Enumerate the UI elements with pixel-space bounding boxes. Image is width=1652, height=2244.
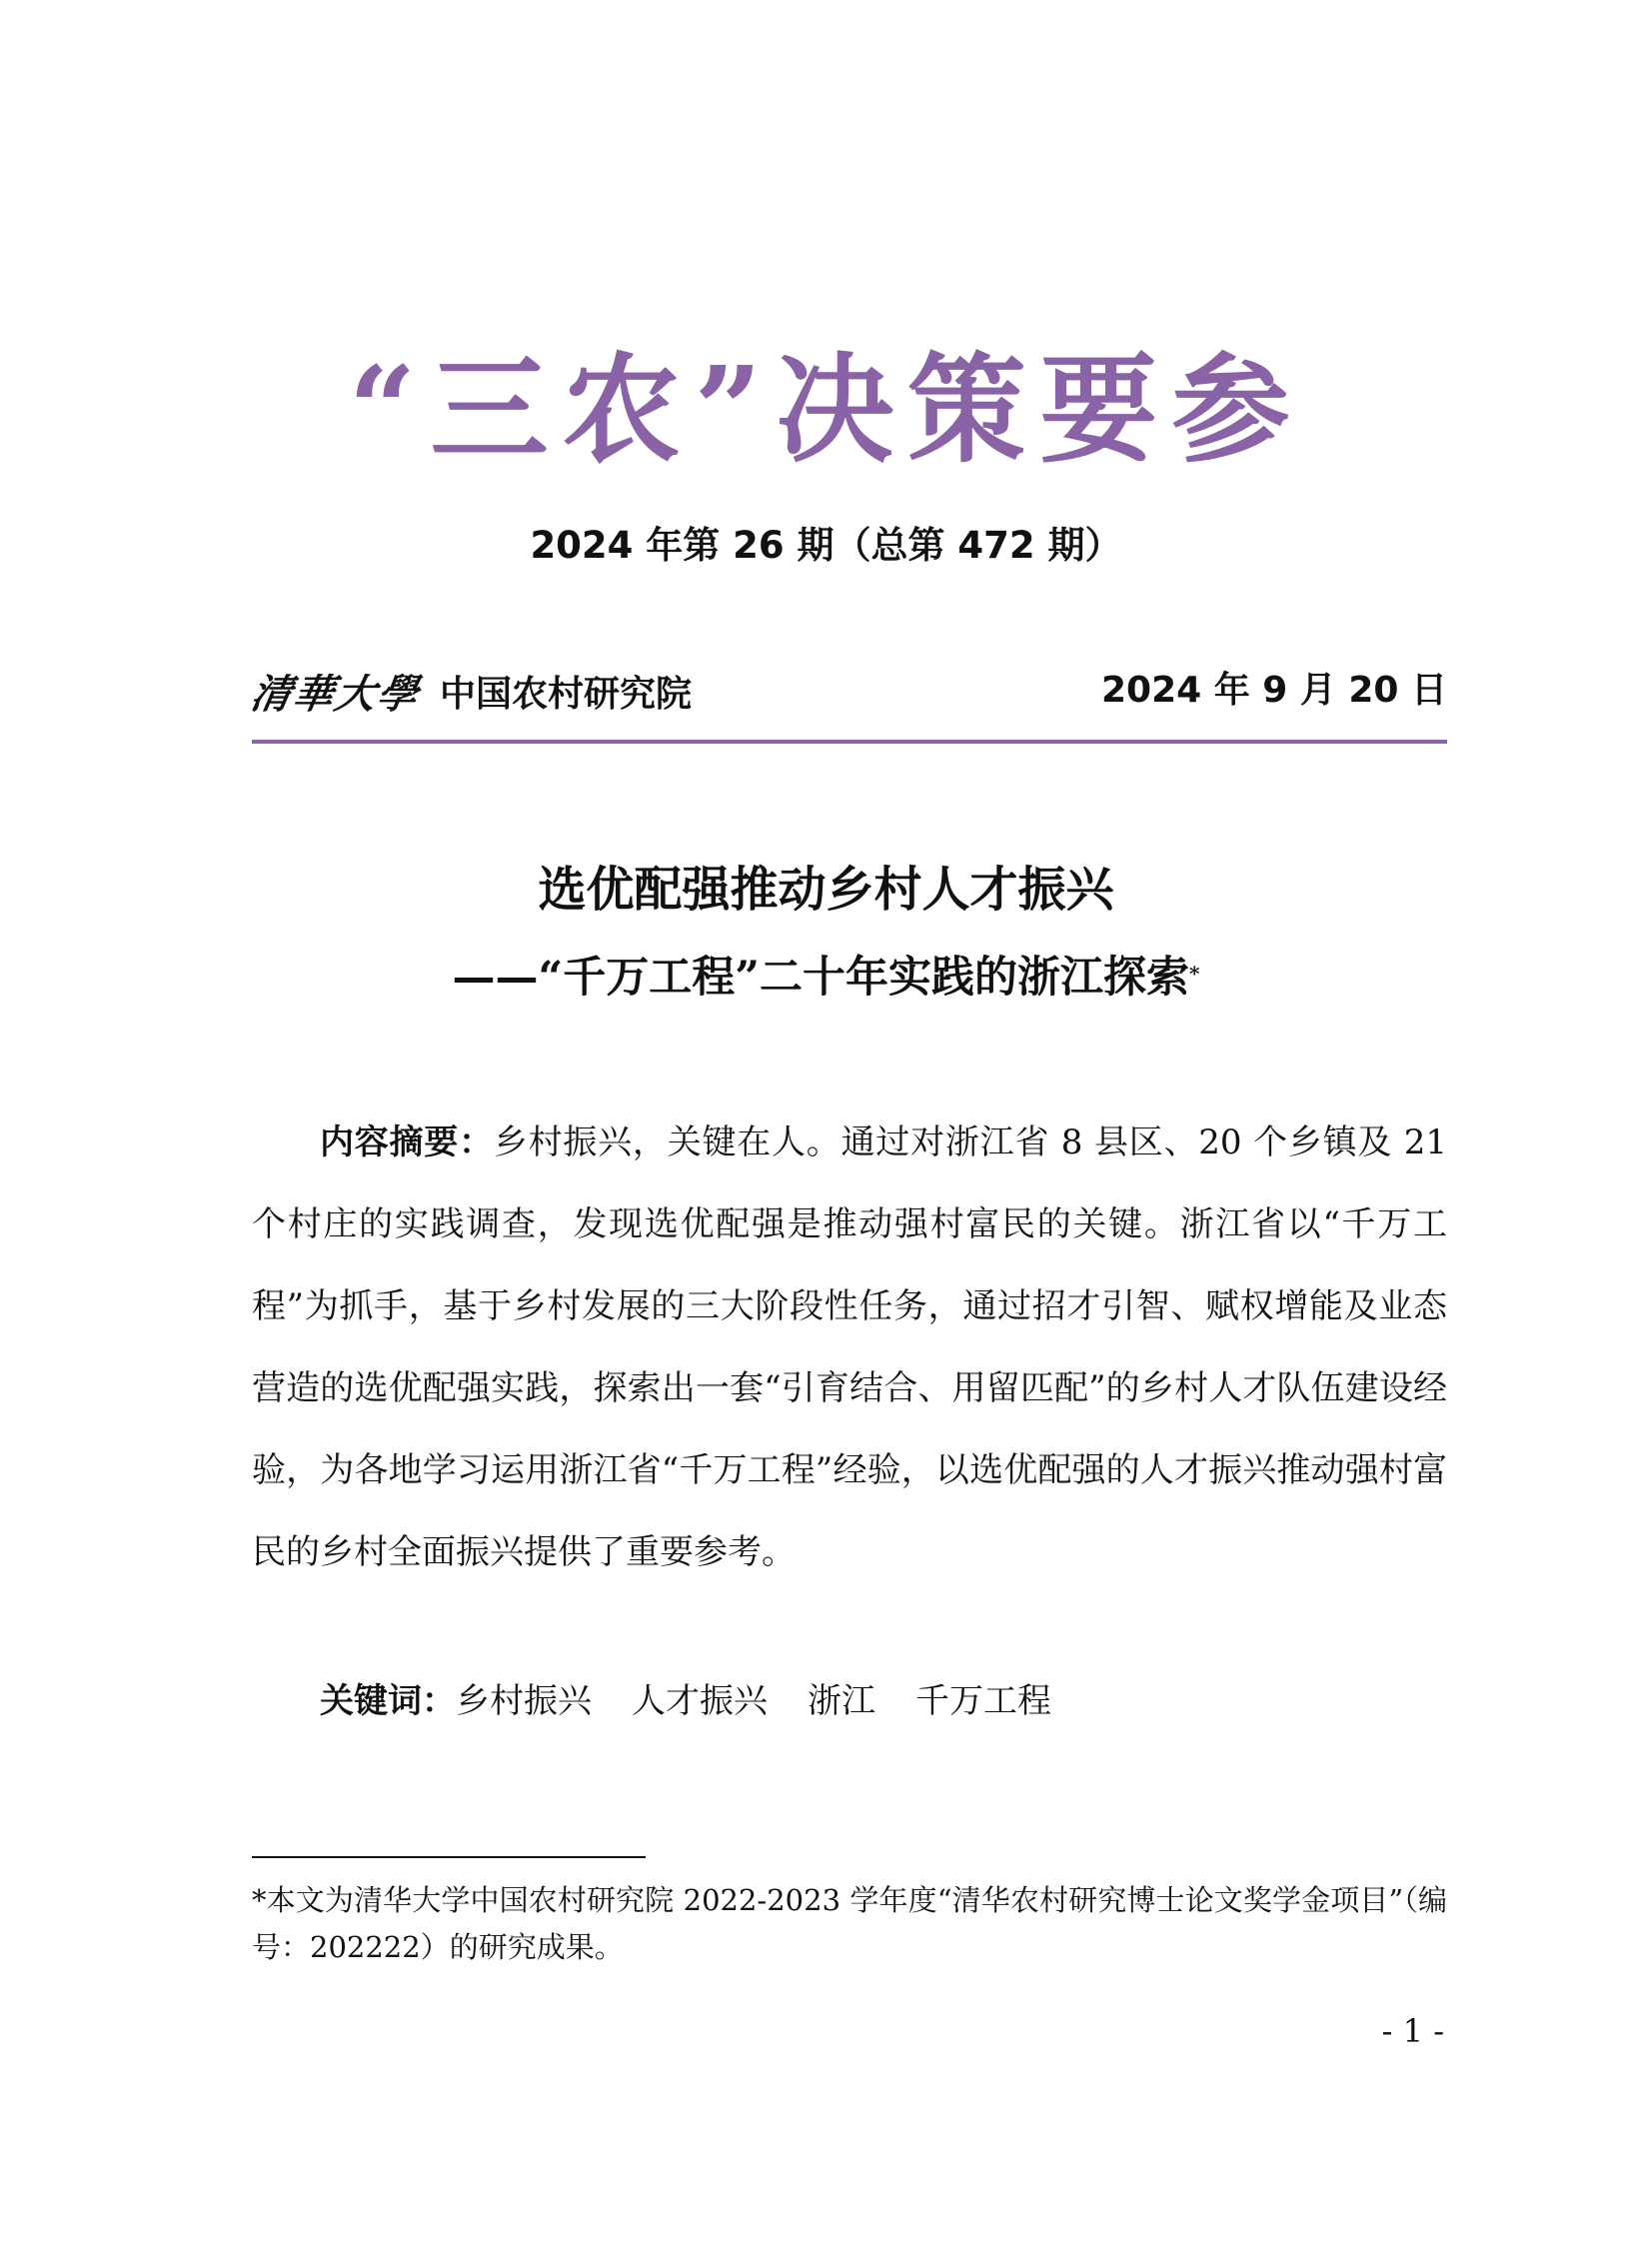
- article-subtitle: [0, 948, 1652, 1008]
- header-divider: [252, 740, 1447, 744]
- abstract: [252, 1102, 1447, 1593]
- article-subtitle-text: ——“千万工程”二十年实践的浙江探索: [452, 953, 1189, 1003]
- article-title: 选优配强推动乡村人才振兴: [538, 862, 1114, 918]
- issue-number: 2024 年第 26 期（总第 472 期）: [530, 524, 1122, 567]
- keyword: 乡村振兴: [456, 1681, 592, 1721]
- masthead-title: “三农”决策要参: [348, 340, 1304, 479]
- abstract-label: 内容摘要：: [320, 1122, 494, 1162]
- publication-date: 2024 年 9 月 20 日: [1100, 670, 1447, 711]
- publisher: [247, 663, 693, 719]
- footnote: *本文为清华大学中国农村研究院 2022-2023 学年度“清华农村研究博士论文奖学金项目”（编号：202222）的研究成果。: [252, 1883, 1447, 1964]
- footnote-marker: *: [1189, 962, 1200, 986]
- keywords-label: 关键词：: [320, 1681, 456, 1721]
- keyword: 人才振兴: [632, 1681, 768, 1721]
- footnote-divider: [252, 1856, 646, 1858]
- institute-name: 中国农村研究院: [440, 673, 693, 715]
- university-logo: 清華大學: [247, 670, 424, 718]
- abstract-text: 乡村振兴，关键在人。通过对浙江省 8 县区、20 个乡镇及 21 个村庄的实践调查，发现选优配强是推动强村富民的关键。浙江省以“千万工程”为抓手，基于乡村发展的三大阶段性任务，通过招才引智、赋权增能及业态营造的选优配强实践，探索出一套“引育结合、用留匹配”的乡村人才队伍建设经验，为各地学习运用浙江省“千万工程”经验，以选优配强的人才振兴推动强村富民的乡村全面振兴提供了重要参考。: [252, 1122, 1448, 1572]
- page-number: - 1 -: [1381, 2012, 1444, 2050]
- keywords: [252, 1660, 1447, 1742]
- keyword: 千万工程: [915, 1681, 1051, 1721]
- keyword: 浙江: [808, 1681, 875, 1721]
